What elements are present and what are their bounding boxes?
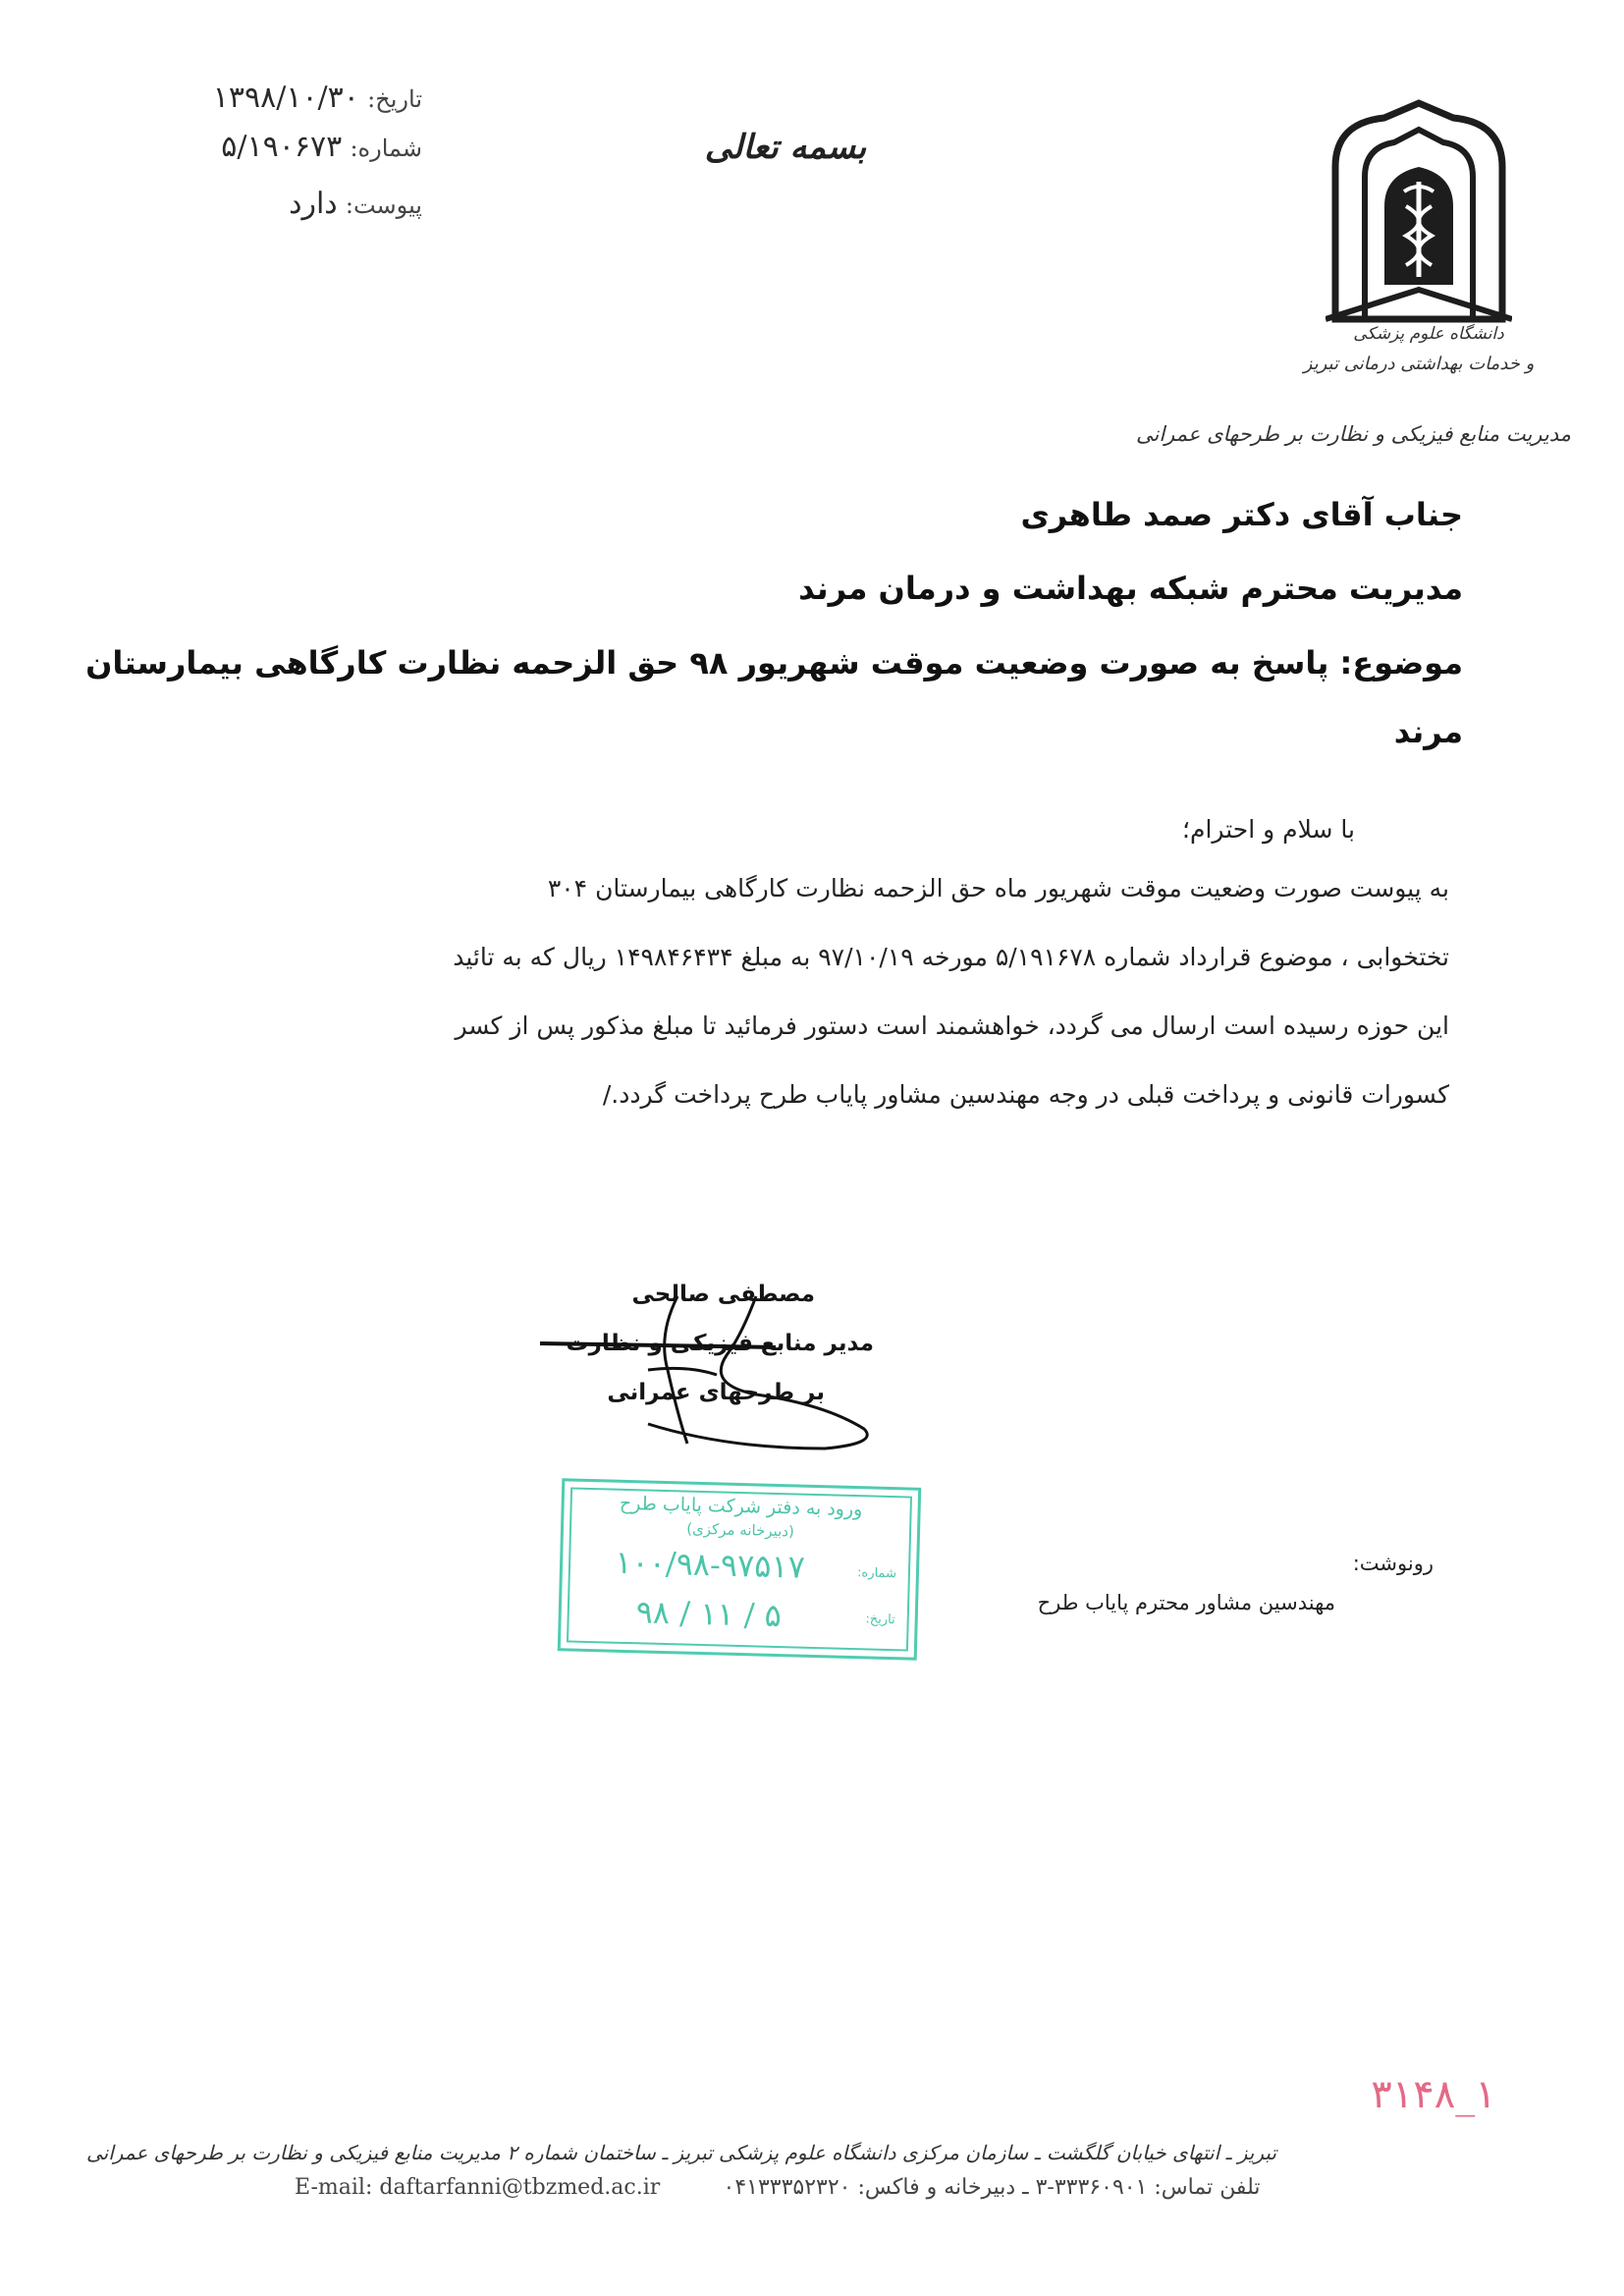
subject-line2: مرند: [1393, 713, 1463, 750]
university-logo: [1326, 98, 1512, 324]
logo-org-line2: و خدمات بهداشتی درمانی تبریز: [1303, 354, 1535, 374]
signer-title-line1: مدیر منابع فیزیکی و نظارت: [566, 1331, 874, 1356]
signer-name: مصطفی صالحی: [631, 1282, 815, 1307]
number-row: [206, 130, 422, 164]
body-line-2: تختخوابی ، موضوع قرارداد شماره ۵/۱۹۱۶۷۸ مورخه ۹۷/۱۰/۱۹ به مبلغ ۱۴۹۸۴۶۴۳۴ ریال که به تائید: [453, 943, 1449, 971]
attachment-label: پیوست:: [345, 191, 422, 219]
letter-body: [312, 854, 1449, 1129]
date-row: [206, 81, 422, 115]
cc-label: رونوشت:: [1352, 1552, 1434, 1575]
logo-emblem-icon: [1326, 98, 1512, 324]
body-line-1: به پیوست صورت وضعیت موقت شهریور ماه حق الزحمه نظارت کارگاهی بیمارستان ۳۰۴: [547, 874, 1449, 902]
stamp-line1: ورود به دفتر شرکت پایاب طرح: [619, 1492, 863, 1521]
logo-department: مدیریت منابع فیزیکی و نظارت بر طرحهای عمرانی: [1136, 422, 1571, 446]
stamp-number: ۱۰۰/۹۸-۹۷۵۱۷: [614, 1543, 806, 1586]
handwritten-note: ۳۱۴۸_۱: [1371, 2072, 1496, 2117]
attachment-value: دارد: [289, 187, 338, 221]
number-label: شماره:: [350, 135, 422, 162]
stamp-line2: (دبیرخانه مرکزی): [685, 1519, 795, 1541]
stamp-date: ۹۸ / ۱۱ / ۵: [635, 1593, 783, 1635]
footer-address: تبریز ـ انتهای خیابان گلگشت ـ سازمان مرکزی دانشگاه علوم پزشکی تبریز ـ ساختمان شماره ۲ مدیریت منابع فیزیکی و نظارت بر طرحهای عمرانی: [85, 2141, 1276, 2164]
date-label: تاریخ:: [367, 85, 422, 113]
body-line-4: کسورات قانونی و پرداخت قبلی در وجه مهندسین مشاور پایاب طرح پرداخت گردد./: [602, 1080, 1449, 1109]
greeting: با سلام و احترام؛: [1182, 815, 1355, 844]
recipient-title: مدیریت محترم شبکه بهداشت و درمان مرند: [798, 570, 1463, 607]
handwritten-signature: [530, 1277, 893, 1453]
logo-org-line1: دانشگاه علوم پزشکی: [1353, 324, 1504, 344]
cc-item: مهندسین مشاور محترم پایاب طرح: [1037, 1591, 1335, 1614]
recipient-name: جناب آقای دکتر صمد طاهری: [1020, 496, 1463, 533]
attachment-row: [245, 187, 422, 221]
signer-title-line2: بر طرحهای عمرانی: [607, 1380, 825, 1405]
stamp-side-label1: شماره:: [856, 1565, 897, 1582]
date-value: ۱۳۹۸/۱۰/۳۰: [212, 81, 359, 115]
invocation: بسمه تعالی: [704, 128, 867, 167]
footer-email: E-mail: daftarfanni@tbzmed.ac.ir: [295, 2175, 661, 2200]
body-line-3: این حوزه رسیده است ارسال می گردد، خواهشمند است دستور فرمائید تا مبلغ مذکور پس از کسر: [455, 1011, 1449, 1040]
stamp-side-label2: تاریخ:: [865, 1612, 895, 1628]
receipt-stamp: [558, 1478, 921, 1661]
footer-phone: تلفن تماس: ۳۳۳۶۰۹۰۱-۳ ـ دبیرخانه و فاکس: ۰۴۱۳۳۳۵۲۳۲۰: [723, 2175, 1261, 2200]
number-value: ۵/۱۹۰۶۷۳: [221, 130, 343, 164]
subject-line1: موضوع: پاسخ به صورت وضعیت موقت شهریور ۹۸ حق الزحمه نظارت کارگاهی بیمارستان: [85, 644, 1463, 682]
